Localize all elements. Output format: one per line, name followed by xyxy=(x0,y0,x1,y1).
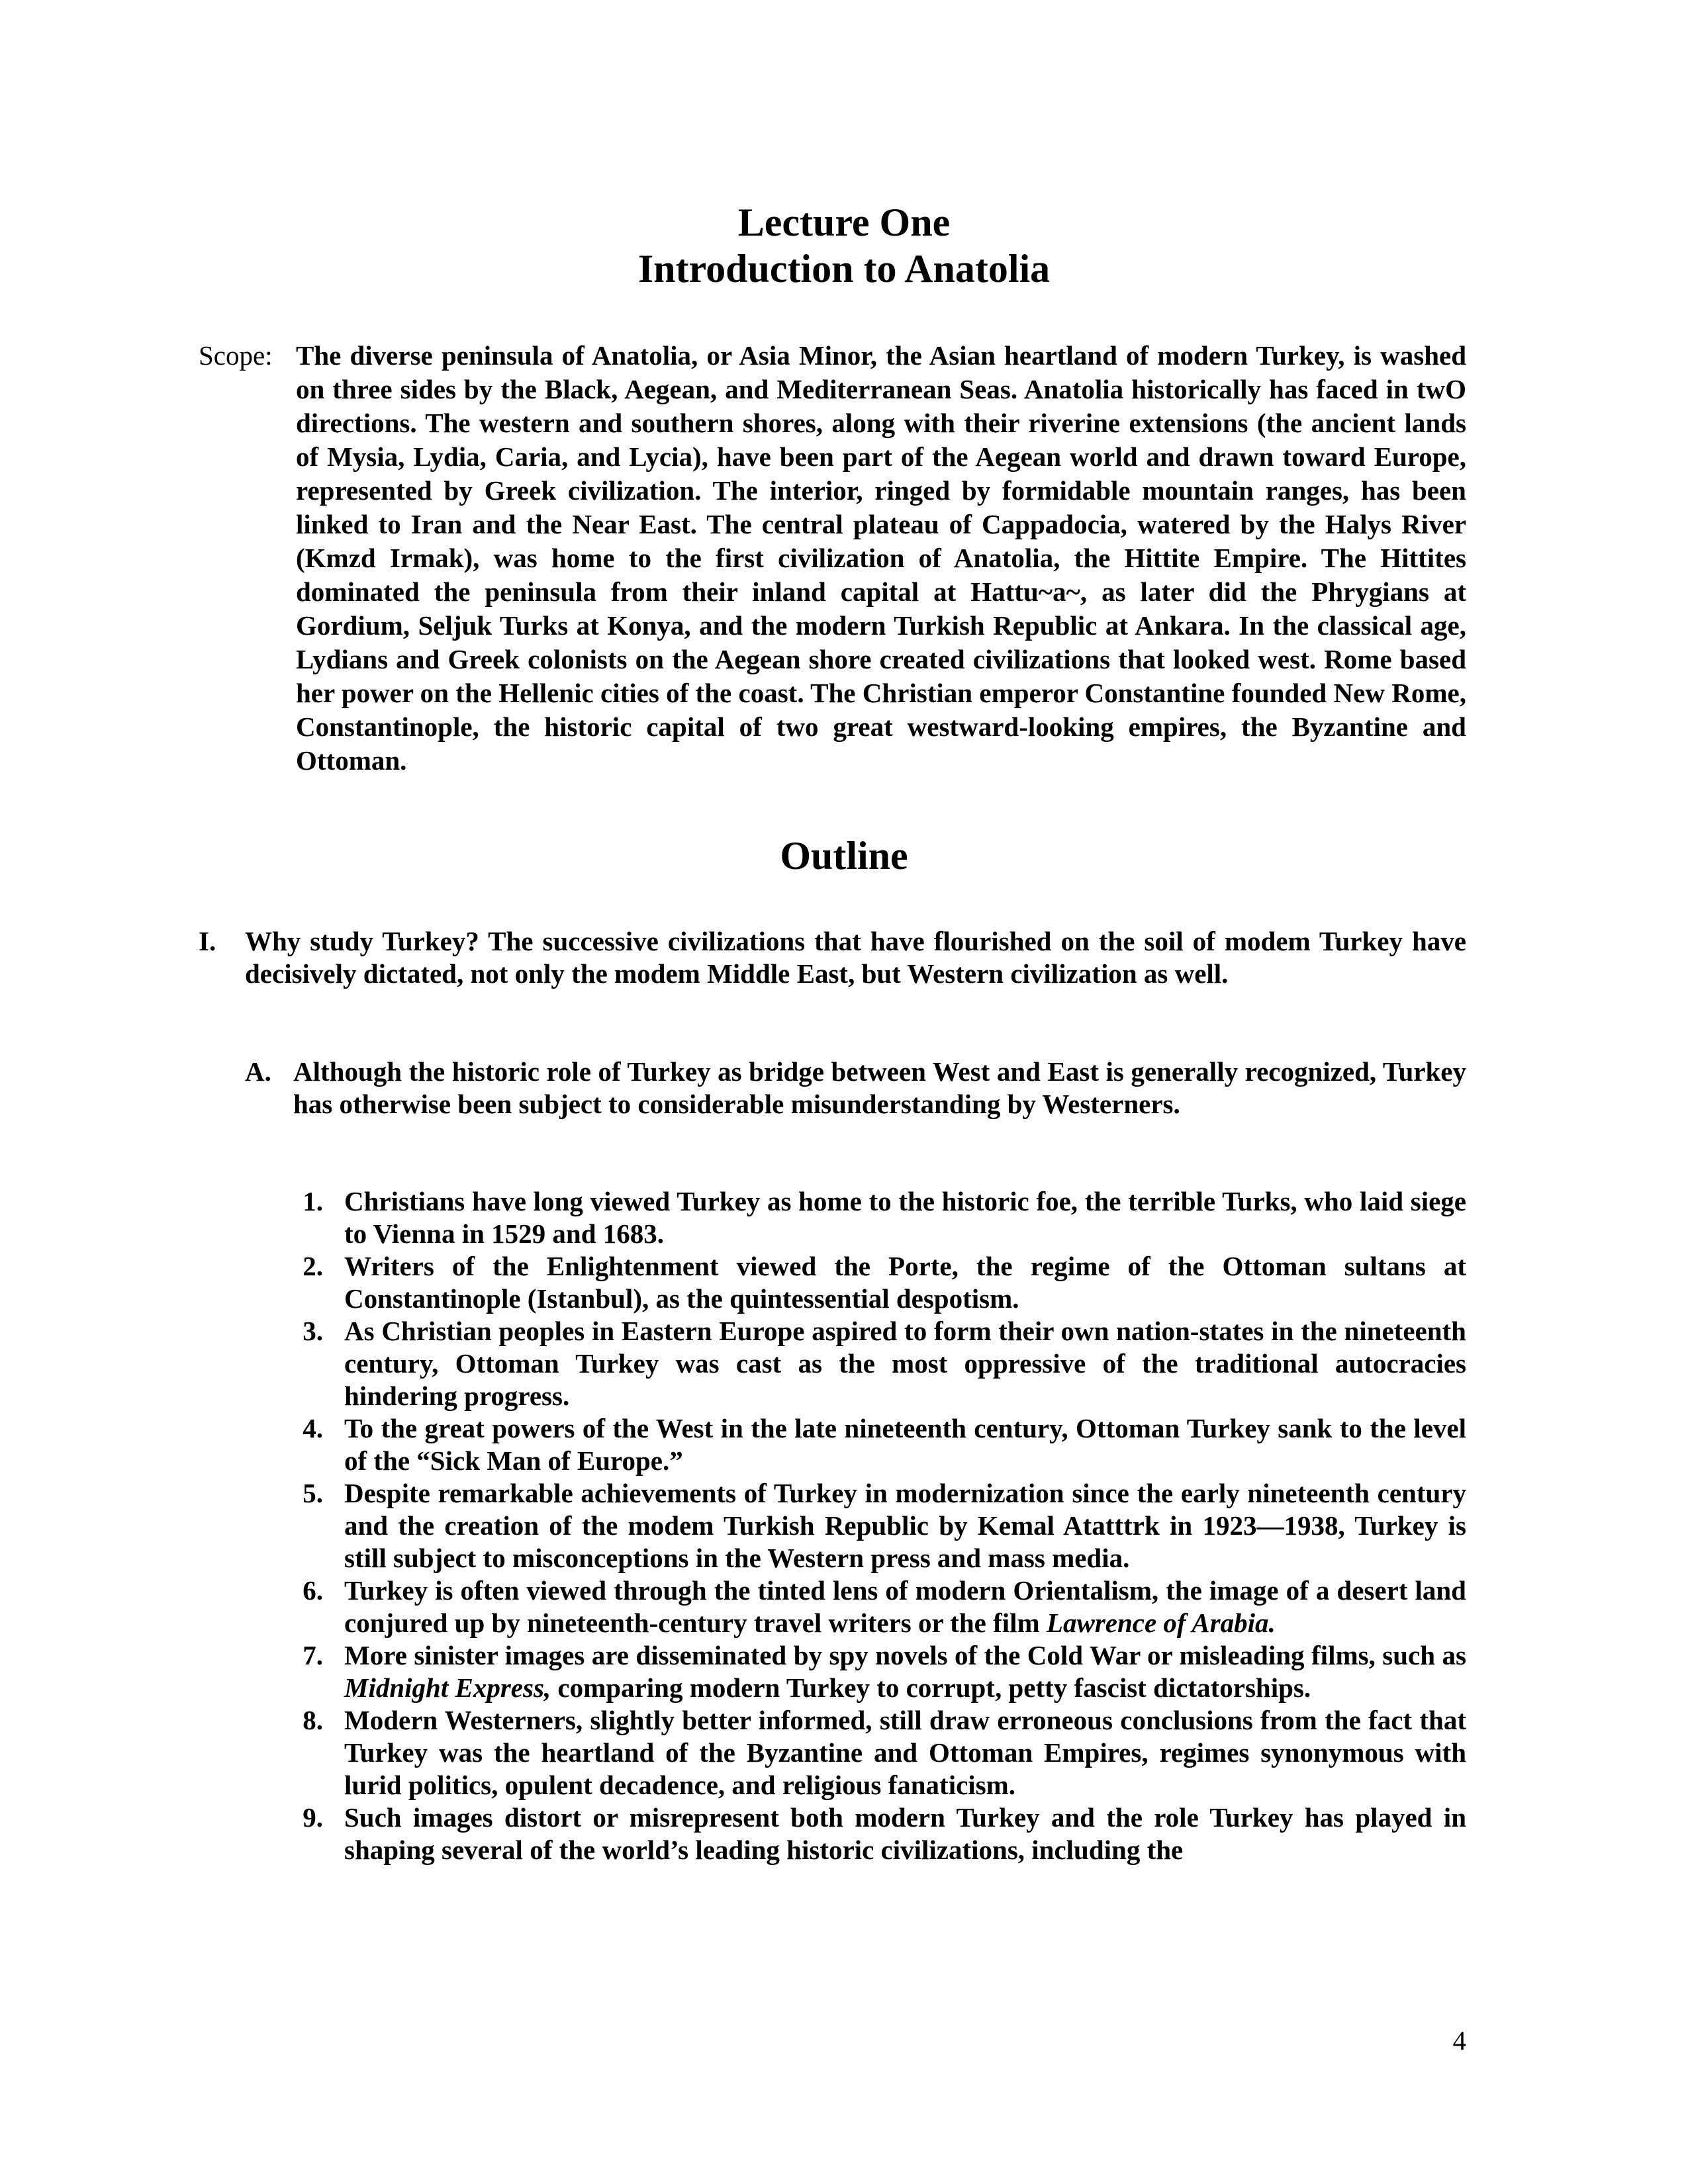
list-item xyxy=(278,1801,1466,1866)
list-item-number: 7. xyxy=(303,1640,323,1670)
lecture-title: Introduction to Anatolia xyxy=(637,247,1051,291)
list-item-text: Writers of the Enlightenment viewed the Porte, the regime of the Ottoman sultans at Constantinople (Istanbul), as the quintessential despotism. xyxy=(344,1251,1466,1314)
list-item-text xyxy=(344,1639,1466,1704)
list-item-text: Despite remarkable achievements of Turkey in modernization since the early nineteenth century and the creation of the modem Turkish Republic by Kemal Atatttrk in 1923—1938, Turkey is still subject to misconceptions in the Western press and mass media. xyxy=(344,1478,1466,1573)
list-item-text-part: Turkey is often viewed through the tinted lens of modern Orientalism, the image of a desert land conjured up by nineteenth-century travel writers or the film xyxy=(344,1575,1466,1638)
list-item-text: Christians have long viewed Turkey as home to the historic foe, the terrible Turks, who laid siege to Vienna in 1529 and 1683. xyxy=(344,1186,1466,1249)
list-item-number: 4. xyxy=(303,1413,323,1443)
list-item-number: 1. xyxy=(303,1186,323,1216)
list-item xyxy=(278,1477,1466,1574)
list-item-text: To the great powers of the West in the late nineteenth century, Ottoman Turkey sank to the level of the “Sick Man of Europe.” xyxy=(344,1413,1466,1476)
list-item-text-part: comparing modern Turkey to corrupt, petty fascist dictatorships. xyxy=(551,1672,1311,1703)
numbered-list xyxy=(278,1185,1466,1866)
list-item-text-part: More sinister images are disseminated by spy novels of the Cold War or misleading films, such as xyxy=(344,1640,1466,1670)
list-item xyxy=(278,1704,1466,1801)
scope-text: The diverse peninsula of Anatolia, or Asia Minor, the Asian heartland of modern Turkey, is washed on three sides by the Black, Aegean, and Mediterranean Seas. Anatolia historically has faced in twO directions. The western and southern shores, along with their riverine extensions (the ancient lands of Mysia, Lydia, Caria, and Lycia), have been part of the Aegean world and drawn toward Europe, represented by Greek civilization. The interior, ringed by formidable mountain ranges, has been linked to Iran and the Near East. The central plateau of Cappadocia, watered by the Halys River (Kmzd Irmak), was home to the first civilization of Anatolia, the Hittite Empire. The Hittites dominated the peninsula from their inland capital at Hattu~a~, as later did the Phrygians at Gordium, Seljuk Turks at Konya, and the modern Turkish Republic at Ankara. In the classical age, Lydians and Greek colonists on the Aegean shore created civilizations that looked west. Rome based her power on the Hellenic cities of the coast. The Christian emperor Constantine founded New Rome, Constantinople, the historic capital of two great westward-looking empires, the Byzantine and Ottoman. xyxy=(296,340,1466,776)
list-item xyxy=(278,1574,1466,1639)
list-item-number: 2. xyxy=(303,1251,323,1281)
list-item-number: 3. xyxy=(303,1316,323,1346)
scope-label: Scope: xyxy=(199,340,273,371)
outline-text-A: Although the historic role of Turkey as bridge between West and East is generally recognized, Turkey has otherwise been subject to considerable misunderstanding by Westerners. xyxy=(293,1056,1466,1119)
list-item-number: 5. xyxy=(303,1478,323,1508)
outline-marker-A: A. xyxy=(245,1056,271,1087)
list-item-text: As Christian peoples in Eastern Europe aspired to form their own nation-states in the nineteenth century, Ottoman Turkey was cast as the most oppressive of the traditional autocracies hindering progress. xyxy=(344,1316,1466,1411)
list-item xyxy=(278,1412,1466,1477)
list-item-text xyxy=(344,1574,1466,1639)
lecture-number-title: Lecture One xyxy=(737,201,951,244)
list-item-text: Such images distort or misrepresent both modern Turkey and the role Turkey has played in shaping several of the world’s leading historic civilizations, including the xyxy=(344,1802,1466,1865)
list-item xyxy=(278,1185,1466,1250)
list-item xyxy=(278,1639,1466,1704)
list-item-number: 6. xyxy=(303,1575,323,1606)
list-item xyxy=(278,1250,1466,1315)
film-title-lawrence-of-arabia: Lawrence of Arabia. xyxy=(1046,1608,1276,1638)
list-item xyxy=(278,1315,1466,1412)
list-item-number: 8. xyxy=(303,1705,323,1735)
film-title-midnight-express: Midnight Express, xyxy=(344,1672,551,1703)
outline-text-I: Why study Turkey? The successive civilizations that have flourished on the soil of modem Turkey have decisively dictated, not only the modem Middle East, but Western civilization as well. xyxy=(245,926,1466,989)
list-item-text: Modern Westerners, slightly better informed, still draw erroneous conclusions from the fact that Turkey was the heartland of the Byzantine and Ottoman Empires, regimes synonymous with lurid politics, opulent decadence, and religious fanaticism. xyxy=(344,1705,1466,1800)
page-number: 4 xyxy=(1452,2025,1466,2056)
list-item-number: 9. xyxy=(303,1802,323,1833)
outline-heading: Outline xyxy=(780,834,908,878)
outline-marker-I: I. xyxy=(199,926,216,956)
